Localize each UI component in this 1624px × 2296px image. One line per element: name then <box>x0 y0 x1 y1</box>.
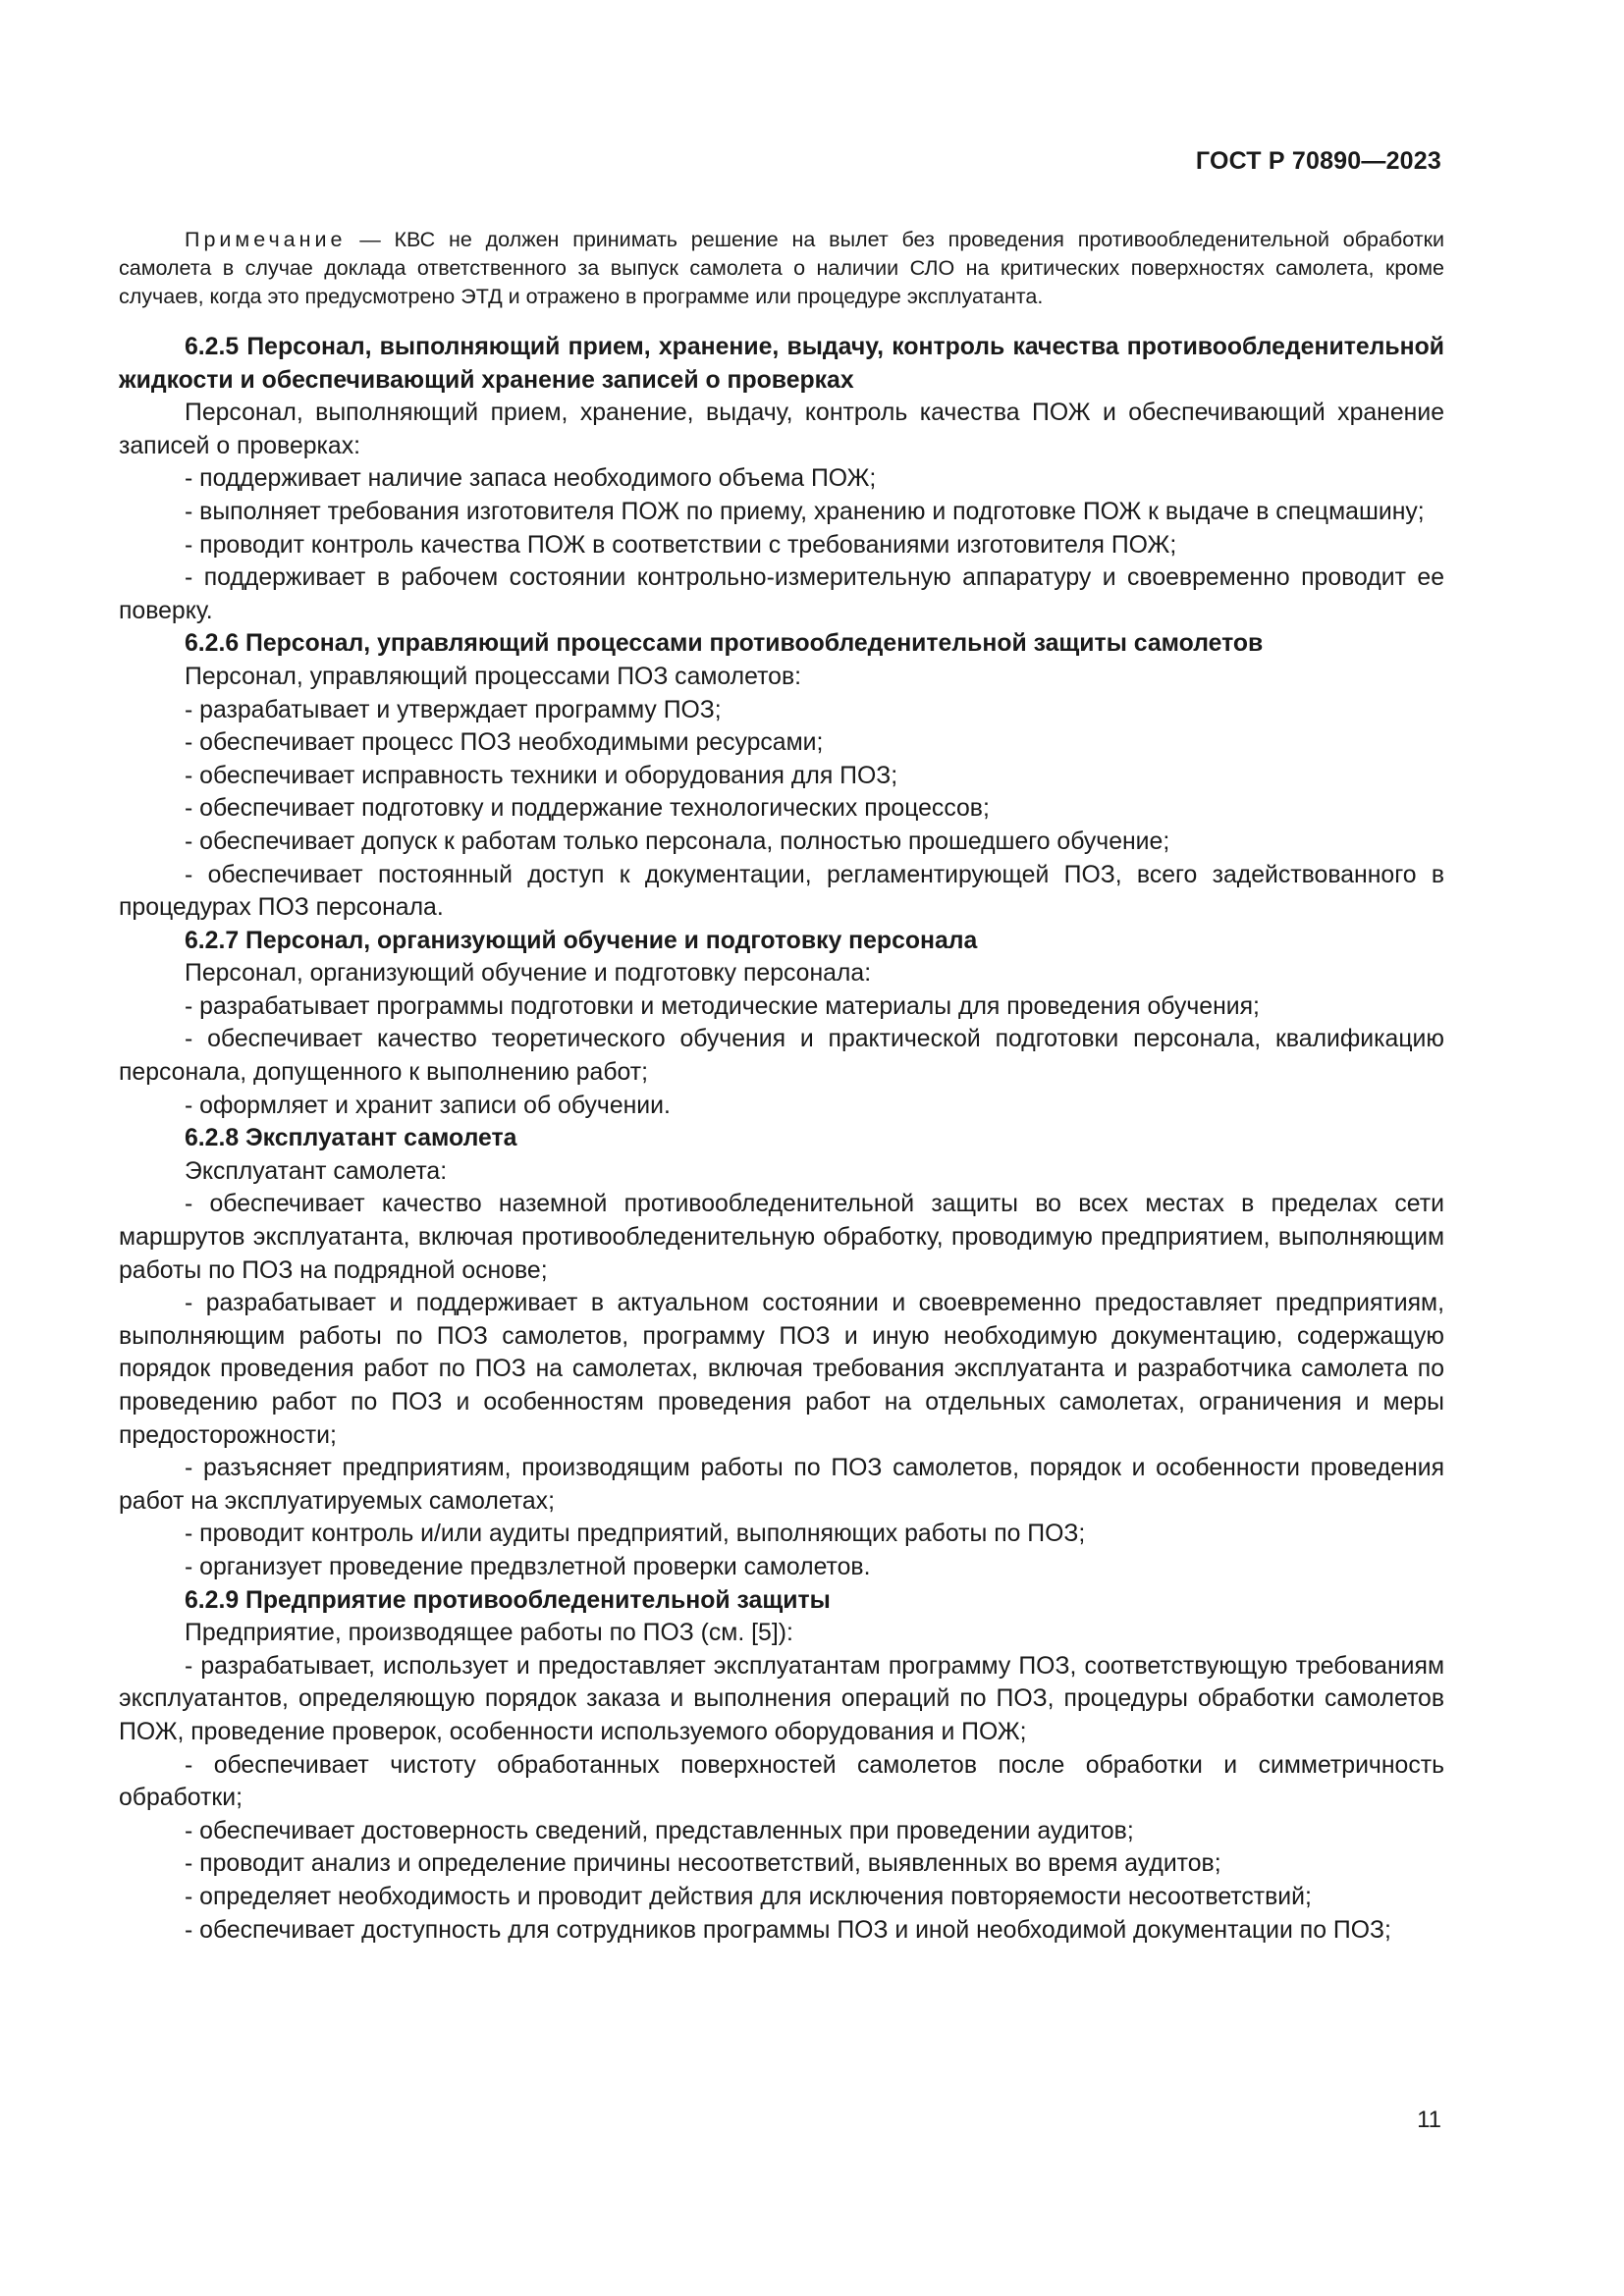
section-heading: 6.2.9 Предприятие противообледенительной защиты <box>185 1586 831 1614</box>
document-body <box>119 226 1444 1947</box>
section-heading: 6.2.6 Персонал, управляющий процессами противообледенительной защиты самолетов <box>185 630 1264 658</box>
body-paragraph: - разрабатывает, использует и предоставляет эксплуатантам программу ПОЗ, соответствующую требованиям эксплуатантов, определяющую порядок заказа и выполнения операций по ПОЗ, процедуры обработки самолетов ПОЖ, проведение проверок, особенности используемого оборудования и ПОЖ; <box>119 1652 1444 1745</box>
body-paragraph: - разрабатывает и поддерживает в актуальном состоянии и своевременно предоставляет предприятиям, выполняющим работы по ПОЗ самолетов, программу ПОЗ и иную необходимую документацию, содержащую порядок проведения работ по ПОЗ на самолетах, включая требования эксплуатанта и разработчика самолета по проведению работ по ПОЗ и особенностям проведения работ на отдельных самолетах, ограничения и меры предосторожности; <box>119 1290 1444 1449</box>
section-heading: 6.2.7 Персонал, организующий обучение и подготовку персонала <box>185 927 978 954</box>
body-paragraph: - обеспечивает чистоту обработанных поверхностей самолетов после обработки и симметричность обработки; <box>119 1751 1444 1812</box>
body-paragraph: Персонал, выполняющий прием, хранение, выдачу, контроль качества ПОЖ и обеспечивающий хранение записей о проверках: <box>119 400 1444 459</box>
page-number: 11 <box>1417 2107 1441 2133</box>
body-paragraph: - обеспечивает процесс ПОЗ необходимыми ресурсами; <box>185 729 824 757</box>
document-code: ГОСТ Р 70890—2023 <box>1195 147 1441 175</box>
body-paragraph: Эксплуатант самолета: <box>185 1157 448 1185</box>
paragraph-list <box>119 331 1444 1947</box>
body-paragraph: Персонал, организующий обучение и подготовку персонала: <box>185 960 872 988</box>
note-label: Примечание <box>185 228 347 251</box>
body-paragraph: - проводит контроль и/или аудиты предприятий, выполняющих работы по ПОЗ; <box>185 1521 1086 1548</box>
body-paragraph: - проводит анализ и определение причины несоответствий, выявленных во время аудитов; <box>185 1850 1221 1878</box>
body-paragraph: - поддерживает наличие запаса необходимого объема ПОЖ; <box>185 465 877 493</box>
section-heading: 6.2.8 Эксплуатант самолета <box>185 1125 517 1152</box>
body-paragraph: - обеспечивает подготовку и поддержание технологических процессов; <box>185 795 990 823</box>
body-paragraph: - обеспечивает доступность для сотрудников программы ПОЗ и иной необходимой документации по ПОЗ; <box>185 1916 1391 1944</box>
body-paragraph: - разъясняет предприятиям, производящим работы по ПОЗ самолетов, порядок и особенности проведения работ на эксплуатируемых самолетах; <box>119 1455 1444 1515</box>
section-heading: 6.2.5 Персонал, выполняющий прием, хранение, выдачу, контроль качества противообледенительной жидкости и обеспечивающий хранение записей о проверках <box>119 334 1444 394</box>
body-paragraph: Предприятие, производящее работы по ПОЗ (см. [5]): <box>185 1620 793 1647</box>
body-paragraph: - обеспечивает исправность техники и оборудования для ПОЗ; <box>185 762 898 789</box>
body-paragraph: - разрабатывает и утверждает программу ПОЗ; <box>185 696 722 723</box>
body-paragraph: - оформляет и хранит записи об обучении. <box>185 1092 671 1119</box>
body-paragraph: - обеспечивает качество теоретического обучения и практической подготовки персонала, квалификацию персонала, допущенного к выполнению работ; <box>119 1026 1444 1087</box>
body-paragraph: - поддерживает в рабочем состоянии контрольно-измерительную аппаратуру и своевременно проводит ее поверку. <box>119 564 1444 624</box>
body-paragraph: Персонал, управляющий процессами ПОЗ самолетов: <box>185 663 802 690</box>
body-paragraph: - выполняет требования изготовителя ПОЖ по приему, хранению и подготовке ПОЖ к выдаче в спецмашину; <box>185 498 1425 525</box>
body-paragraph: - обеспечивает допуск к работам только персонала, полностью прошедшего обучение; <box>185 828 1170 855</box>
body-paragraph: - организует проведение предвзлетной проверки самолетов. <box>185 1553 871 1580</box>
body-paragraph: - разрабатывает программы подготовки и методические материалы для проведения обучения; <box>185 992 1260 1020</box>
note-text: — КВС не должен принимать решение на вылет без проведения противообледенительной обработки самолета в случае доклада ответственного за выпуск самолета о наличии СЛО на критических поверхностях самолета, кроме случаев, когда это предусмотрено ЭТД и отражено в программе или процедуре эксплуатанта. <box>119 228 1444 308</box>
note-paragraph <box>119 226 1444 311</box>
body-paragraph: - обеспечивает качество наземной противообледенительной защиты во всех местах в пределах сети маршрутов эксплуатанта, включая противообледенительную обработку, проводимую предприятием, выполняющим работы по ПОЗ на подрядной основе; <box>119 1191 1444 1284</box>
body-paragraph: - определяет необходимость и проводит действия для исключения повторяемости несоответствий; <box>185 1883 1312 1910</box>
body-paragraph: - проводит контроль качества ПОЖ в соответствии с требованиями изготовителя ПОЖ; <box>185 531 1177 559</box>
body-paragraph: - обеспечивает достоверность сведений, представленных при проведении аудитов; <box>185 1817 1134 1844</box>
body-paragraph: - обеспечивает постоянный доступ к документации, регламентирующей ПОЗ, всего задействованного в процедурах ПОЗ персонала. <box>119 861 1444 922</box>
